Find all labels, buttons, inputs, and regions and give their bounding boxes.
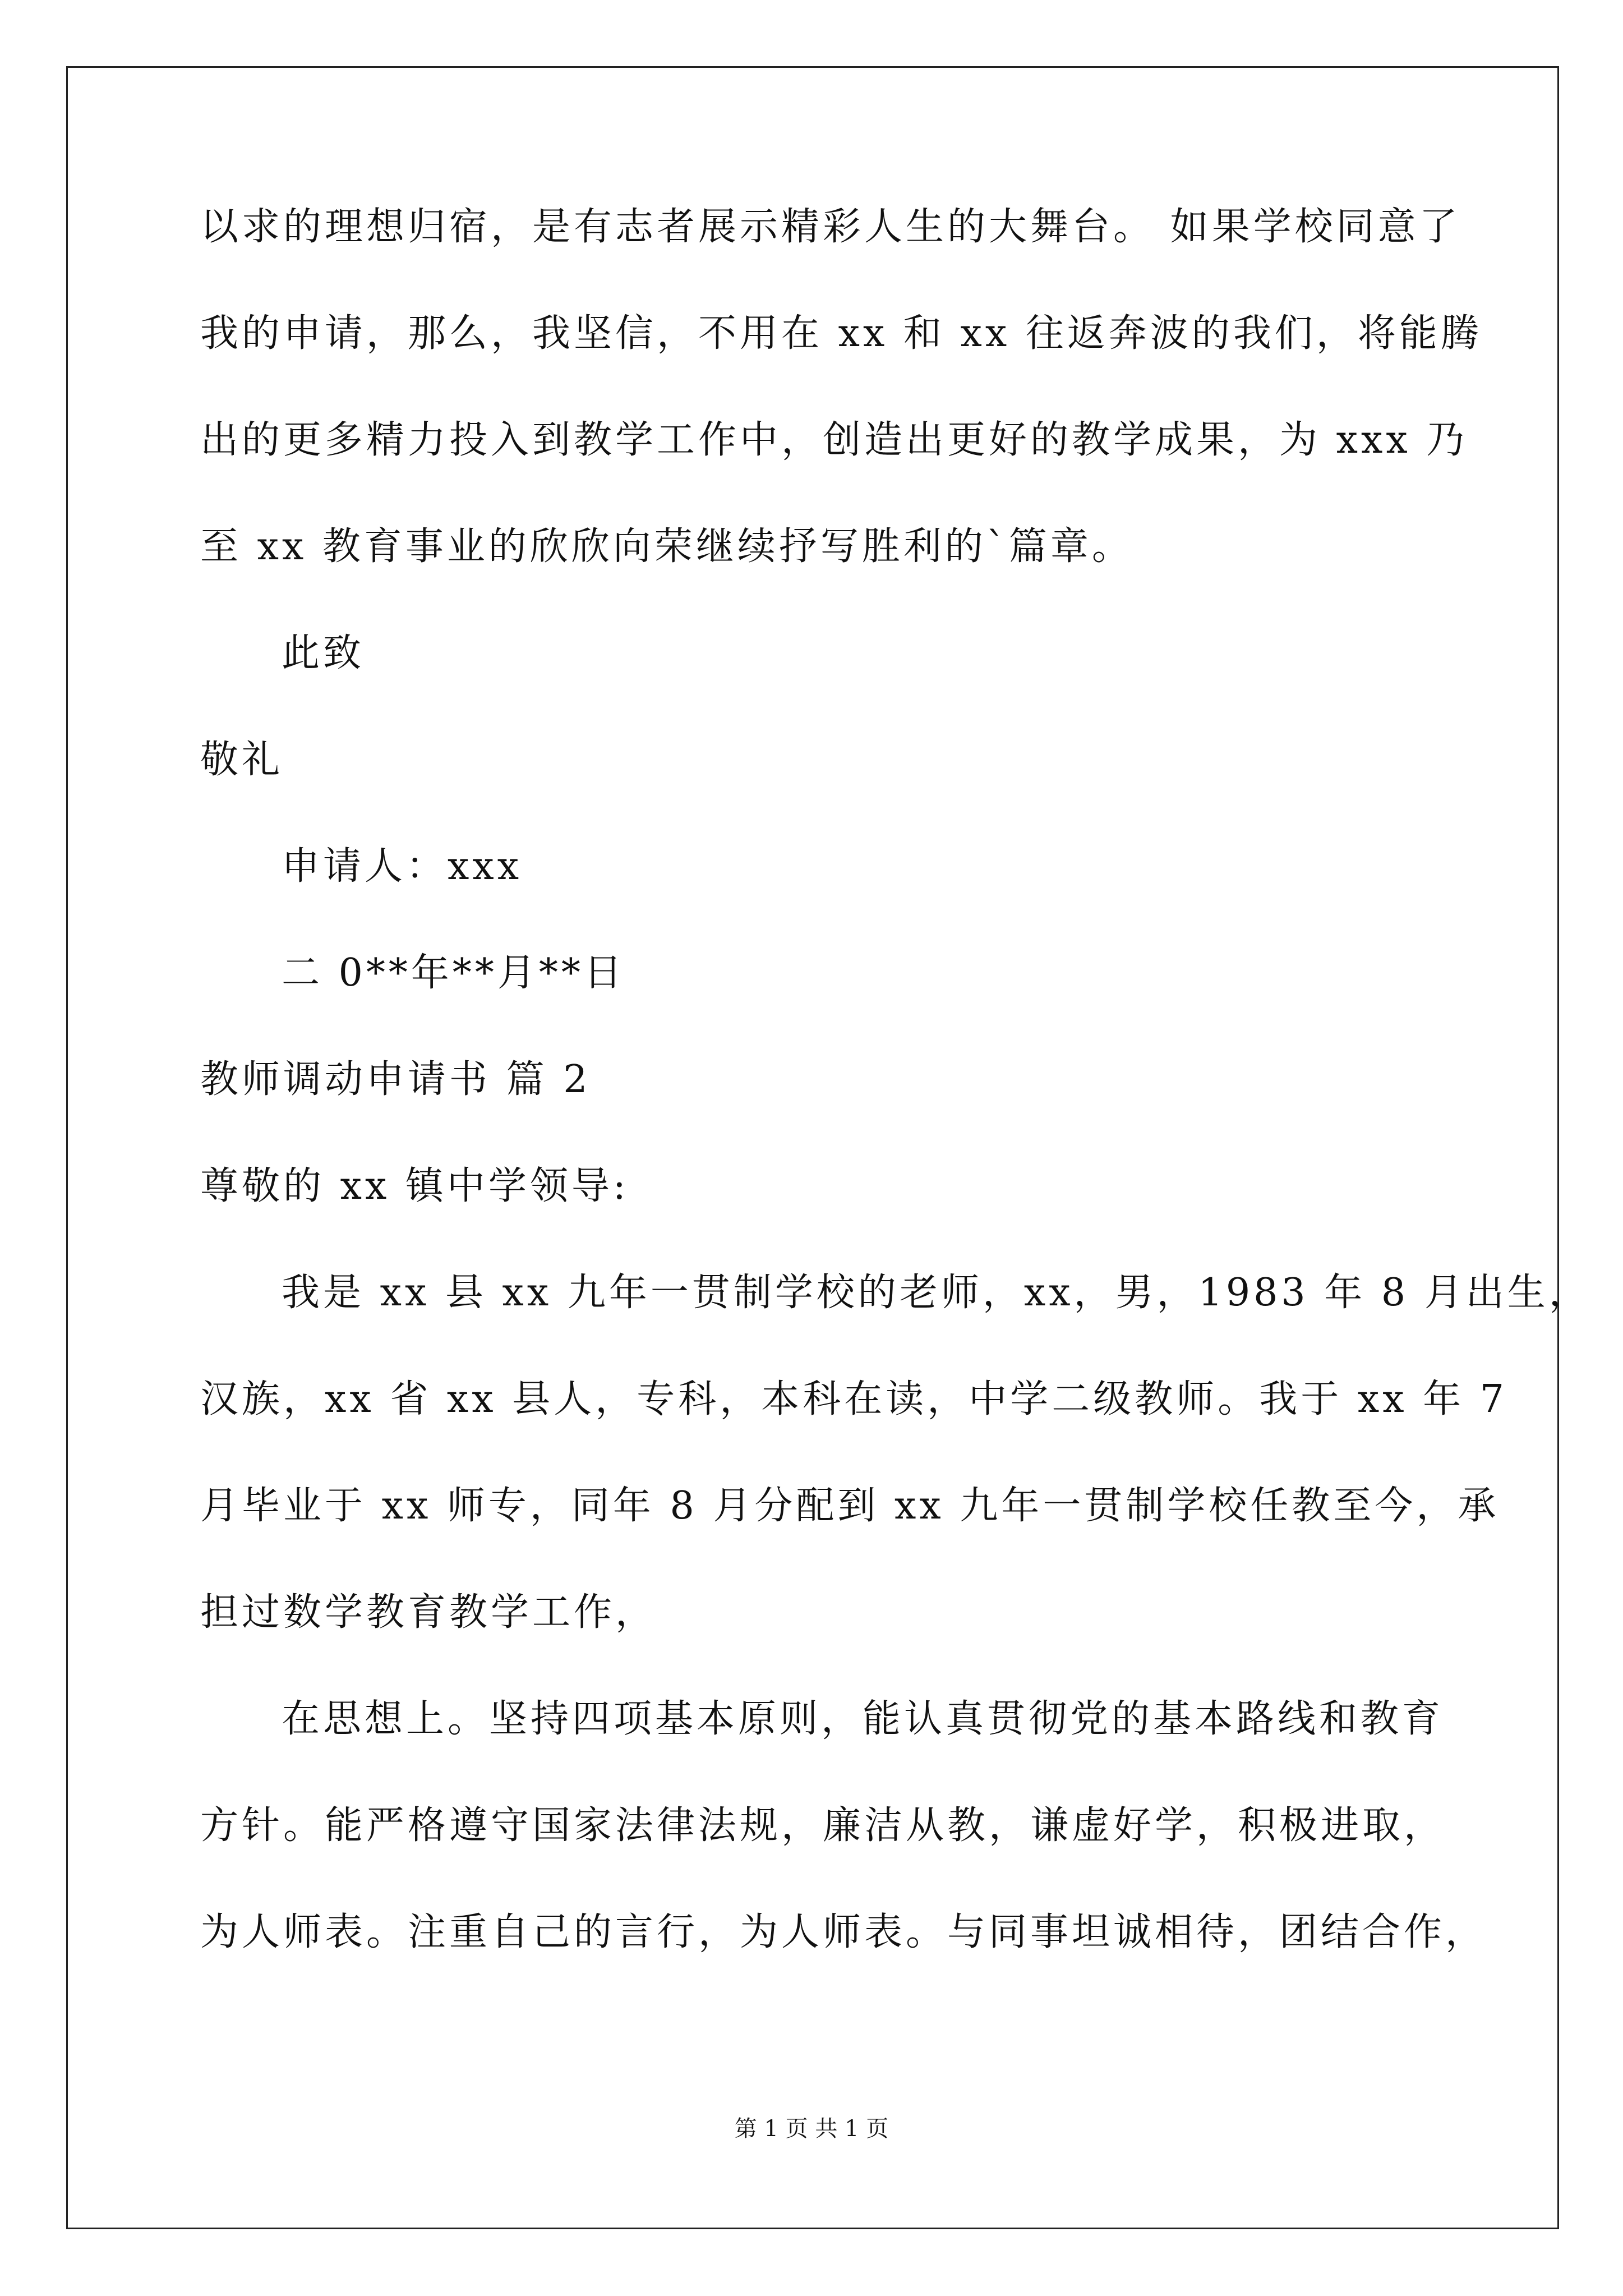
text-line: 月毕业于 xx 师专，同年 8 月分配到 xx 九年一贯制学校任教至今，承 [200, 1484, 1500, 1528]
text-line: 至 xx 教育事业的欣欣向荣继续抒写胜利的`篇章。 [200, 524, 1133, 569]
text-line: 担过数学教育教学工作， [200, 1590, 657, 1635]
page-border [66, 66, 1559, 2229]
text-line: 以求的理想归宿，是有志者展示精彩人生的大舞台。 如果学校同意了 [200, 205, 1461, 249]
section-heading: 教师调动申请书 篇 2 [200, 1057, 591, 1102]
closing-salutation: 此致 [282, 631, 365, 675]
date-line: 二 0**年**月**日 [282, 951, 625, 995]
text-line: 我的申请，那么，我坚信，不用在 xx 和 xx 往返奔波的我们，将能腾 [200, 311, 1482, 356]
greeting-line: 尊敬的 xx 镇中学领导: [200, 1164, 629, 1208]
text-line: 方针。能严格遵守国家法律法规，廉洁从教，谦虚好学，积极进取， [200, 1803, 1446, 1848]
text-line: 在思想上。坚持四项基本原则，能认真贯彻党的基本路线和教育 [282, 1697, 1444, 1741]
text-line: 为人师表。注重自己的言行，为人师表。与同事坦诚相待，团结合作， [200, 1910, 1487, 1954]
applicant-signature: 申请人：xxx [282, 844, 523, 889]
text-line: 出的更多精力投入到教学工作中，创造出更好的教学成果，为 xxx 乃 [200, 418, 1468, 462]
page-footer: 第 1 页 共 1 页 [734, 2116, 889, 2142]
text-line: 汉族，xx 省 xx 县人，专科，本科在读，中学二级教师。我于 xx 年 7 [200, 1377, 1508, 1421]
closing-regards: 敬礼 [200, 738, 284, 782]
text-line: 我是 xx 县 xx 九年一贯制学校的老师，xx，男，1983 年 8 月出生， [282, 1271, 1590, 1315]
